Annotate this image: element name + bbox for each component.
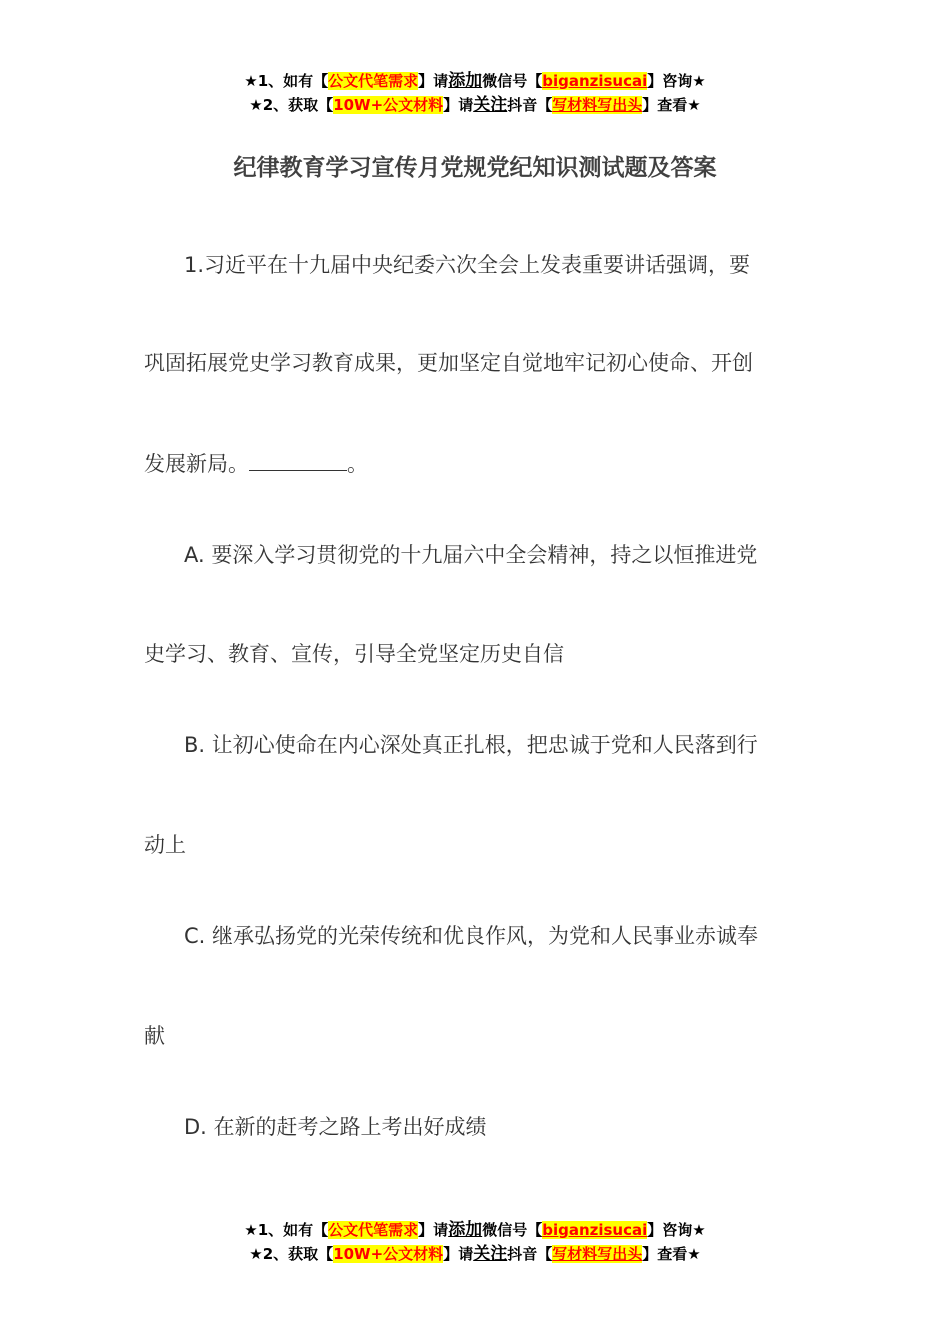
question-1-line-3-prefix: 发展新局。 (144, 452, 249, 476)
question-1-line-3 (144, 449, 368, 479)
option-c-line-2: 献 (144, 1024, 165, 1048)
banner-text: 】咨询★ (647, 72, 706, 90)
question-1-line-1: 1.习近平在十九届中央纪委六次全会上发表重要讲话强调，要 (184, 253, 751, 277)
option-c-line-1: C. 继承弘扬党的光荣传统和优良作风，为党和人民事业赤诚奉 (184, 924, 759, 948)
banner-line-2 (0, 93, 950, 117)
banner-text: 】咨询★ (647, 1221, 706, 1239)
document-title: 纪律教育学习宣传月党规党纪知识测试题及答案 (233, 155, 717, 181)
underlined-text: 关注 (473, 1244, 508, 1264)
option-b-line-2: 动上 (144, 833, 186, 857)
banner-line-1 (0, 1218, 950, 1242)
option-d-line-1: D. 在新的赶考之路上考出好成绩 (184, 1115, 487, 1139)
question-1-line-3-suffix: 。 (347, 452, 368, 476)
underlined-text: 添加 (448, 1220, 483, 1240)
banner-text: 】请 (443, 96, 474, 114)
banner-line-1 (0, 69, 950, 93)
banner-text: ★1、如有【 (244, 1221, 329, 1239)
banner-text: 】请 (418, 1221, 449, 1239)
banner-text: 微信号【 (482, 1221, 543, 1239)
option-a-line-2: 史学习、教育、宣传，引导全党坚定历史自信 (144, 642, 564, 666)
highlight-text: 10W+公文材料 (333, 96, 444, 114)
banner-text: 抖音【 (507, 1245, 553, 1263)
underlined-text: 添加 (448, 71, 483, 91)
banner-text: ★2、获取【 (249, 96, 334, 114)
wechat-id: biganzisucai (542, 1221, 648, 1239)
header-banner (0, 69, 950, 117)
banner-text: 】查看★ (642, 1245, 701, 1263)
question-1-line-2: 巩固拓展党史学习教育成果，更加坚定自觉地牢记初心使命、开创 (144, 351, 753, 375)
banner-line-2 (0, 1242, 950, 1266)
banner-text: 】查看★ (642, 96, 701, 114)
banner-text: 】请 (443, 1245, 474, 1263)
banner-text: 微信号【 (482, 72, 543, 90)
banner-text: ★2、获取【 (249, 1245, 334, 1263)
highlight-text: 公文代笔需求 (328, 72, 419, 90)
footer-banner (0, 1218, 950, 1266)
banner-text: 抖音【 (507, 96, 553, 114)
wechat-id: biganzisucai (542, 72, 648, 90)
douyin-account: 写材料写出头 (552, 96, 643, 114)
douyin-account: 写材料写出头 (552, 1245, 643, 1263)
option-b-line-1: B. 让初心使命在内心深处真正扎根，把忠诚于党和人民落到行 (184, 733, 758, 757)
highlight-text: 10W+公文材料 (333, 1245, 444, 1263)
highlight-text: 公文代笔需求 (328, 1221, 419, 1239)
option-a-line-1: A. 要深入学习贯彻党的十九届六中全会精神，持之以恒推进党 (184, 543, 758, 567)
banner-text: ★1、如有【 (244, 72, 329, 90)
underlined-text: 关注 (473, 95, 508, 115)
answer-blank (249, 450, 347, 471)
banner-text: 】请 (418, 72, 449, 90)
